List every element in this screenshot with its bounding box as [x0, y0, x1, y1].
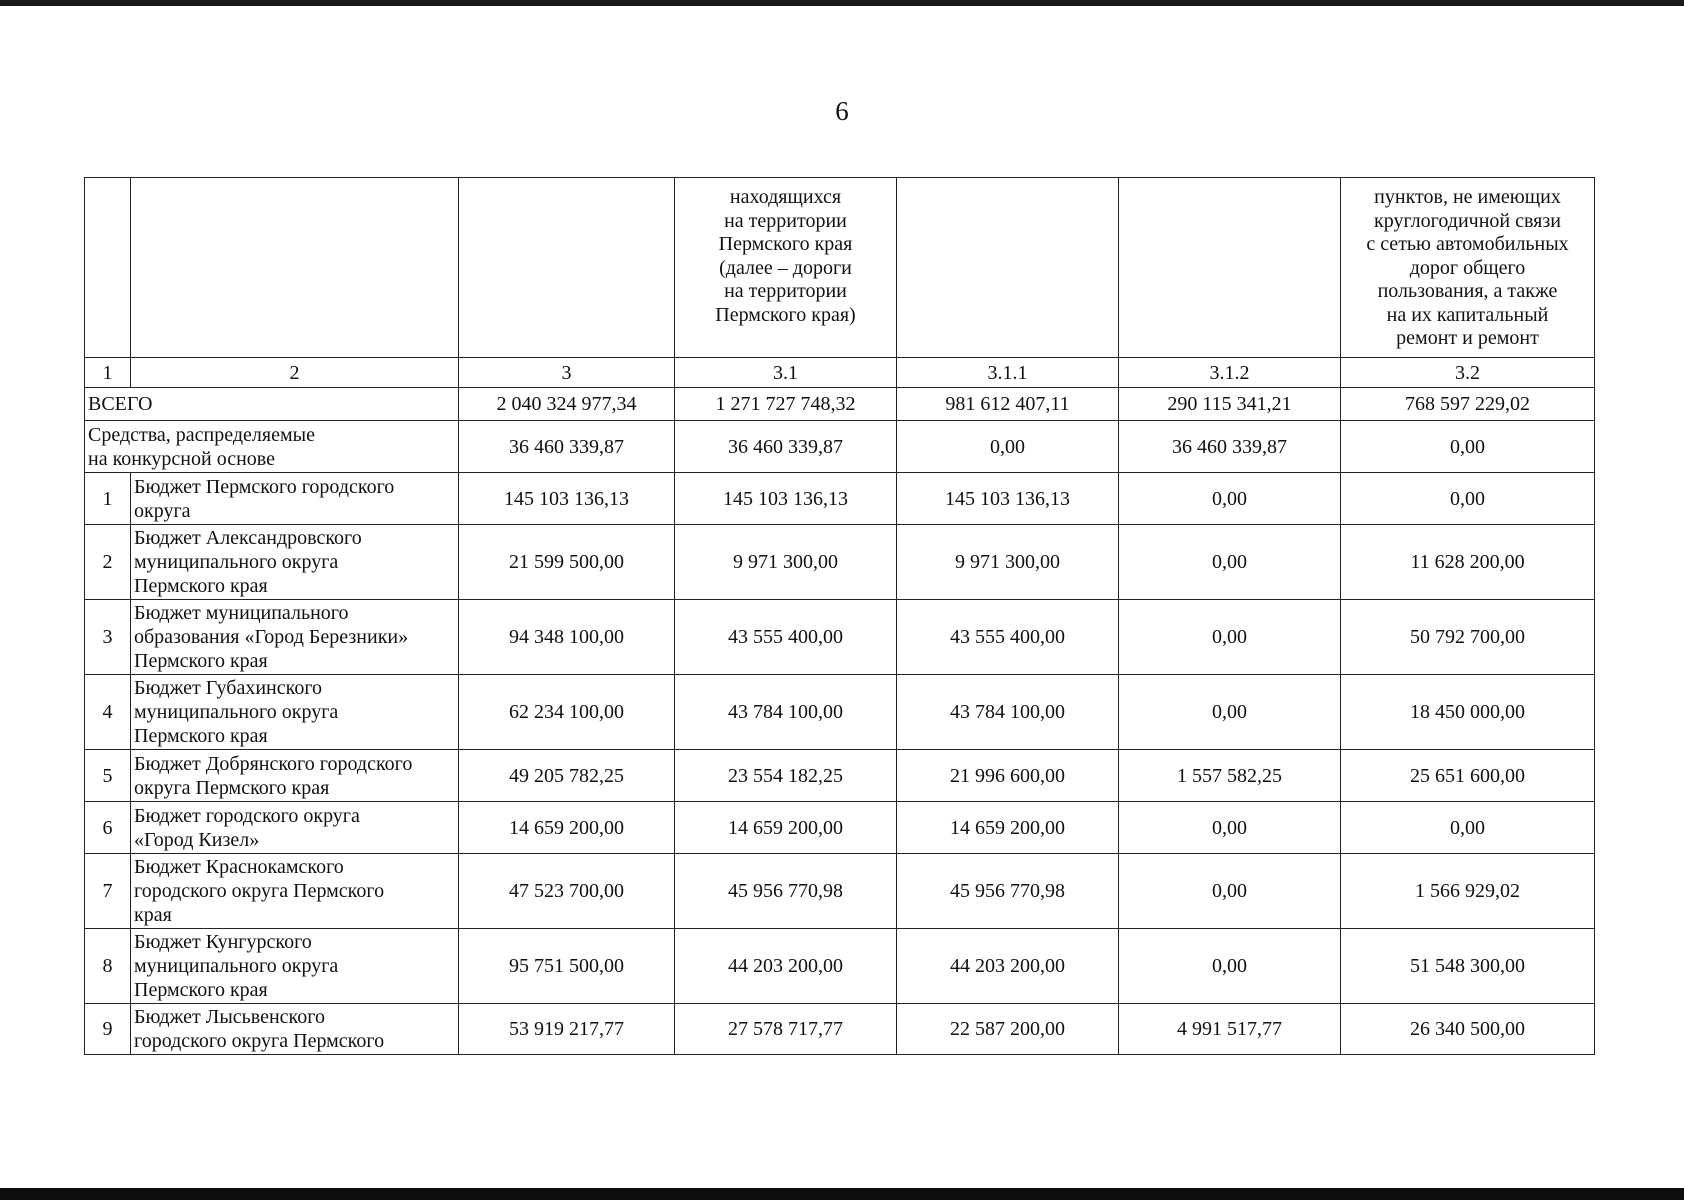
header-cell-3-1-2: [1119, 178, 1341, 358]
total-row: [85, 388, 1595, 421]
amount-cell: 26 340 500,00: [1341, 1004, 1595, 1055]
municipality-rows: [85, 473, 1595, 1055]
amount-cell: 14 659 200,00: [897, 802, 1119, 854]
header-row: [85, 178, 1595, 358]
amount-cell: 45 956 770,98: [897, 854, 1119, 929]
competitive-value: 0,00: [897, 421, 1119, 473]
amount-cell: 11 628 200,00: [1341, 525, 1595, 600]
amount-cell: 53 919 217,77: [459, 1004, 675, 1055]
amount-cell: 43 555 400,00: [675, 600, 897, 675]
amount-cell: 0,00: [1119, 600, 1341, 675]
amount-cell: 51 548 300,00: [1341, 929, 1595, 1004]
table-row: [85, 1004, 1595, 1055]
total-value: 981 612 407,11: [897, 388, 1119, 421]
table-row: [85, 750, 1595, 802]
amount-cell: 1 557 582,25: [1119, 750, 1341, 802]
amount-cell: 145 103 136,13: [675, 473, 897, 525]
row-number: 6: [85, 802, 131, 854]
competitive-value: 36 460 339,87: [1119, 421, 1341, 473]
amount-cell: 9 971 300,00: [897, 525, 1119, 600]
municipality-name: Бюджет муниципального образования «Город Березники» Пермского края: [131, 600, 459, 675]
municipality-name: Бюджет Пермского городского округа: [131, 473, 459, 525]
column-number: 3.2: [1341, 358, 1595, 388]
competitive-value: 0,00: [1341, 421, 1595, 473]
amount-cell: 145 103 136,13: [897, 473, 1119, 525]
amount-cell: 14 659 200,00: [675, 802, 897, 854]
total-value: 290 115 341,21: [1119, 388, 1341, 421]
column-number: 3.1.2: [1119, 358, 1341, 388]
amount-cell: 45 956 770,98: [675, 854, 897, 929]
municipality-name: Бюджет Добрянского городского округа Пермского края: [131, 750, 459, 802]
table-row: [85, 854, 1595, 929]
table-row: [85, 802, 1595, 854]
amount-cell: 94 348 100,00: [459, 600, 675, 675]
competitive-value: 36 460 339,87: [459, 421, 675, 473]
total-label: ВСЕГО: [85, 388, 459, 421]
page-number: 6: [835, 96, 849, 126]
amount-cell: 95 751 500,00: [459, 929, 675, 1004]
competitive-row: [85, 421, 1595, 473]
column-number: 3: [459, 358, 675, 388]
scan-edge-top: [0, 0, 1684, 6]
amount-cell: 21 599 500,00: [459, 525, 675, 600]
municipality-name: Бюджет городского округа «Город Кизел»: [131, 802, 459, 854]
municipality-name: Бюджет Лысьвенского городского округа Пермского: [131, 1004, 459, 1055]
row-number: 1: [85, 473, 131, 525]
amount-cell: 25 651 600,00: [1341, 750, 1595, 802]
header-cell-2: [131, 178, 459, 358]
amount-cell: 43 555 400,00: [897, 600, 1119, 675]
amount-cell: 44 203 200,00: [675, 929, 897, 1004]
header-cell-3-1: находящихся на территории Пермского края (далее – дороги на территории Пермского края): [675, 178, 897, 358]
table-row: [85, 675, 1595, 750]
amount-cell: 44 203 200,00: [897, 929, 1119, 1004]
header-cell-3: [459, 178, 675, 358]
amount-cell: 14 659 200,00: [459, 802, 675, 854]
row-number: 3: [85, 600, 131, 675]
column-number: 3.1: [675, 358, 897, 388]
amount-cell: 145 103 136,13: [459, 473, 675, 525]
header-cell-1: [85, 178, 131, 358]
amount-cell: 0,00: [1119, 854, 1341, 929]
scan-edge-bottom: [0, 1188, 1684, 1200]
table-row: [85, 525, 1595, 600]
amount-cell: 0,00: [1341, 802, 1595, 854]
row-number: 7: [85, 854, 131, 929]
column-number: 1: [85, 358, 131, 388]
column-number: 3.1.1: [897, 358, 1119, 388]
competitive-label: Средства, распределяемые на конкурсной основе: [85, 421, 459, 473]
amount-cell: 1 566 929,02: [1341, 854, 1595, 929]
amount-cell: 0,00: [1119, 473, 1341, 525]
row-number: 2: [85, 525, 131, 600]
amount-cell: 62 234 100,00: [459, 675, 675, 750]
amount-cell: 22 587 200,00: [897, 1004, 1119, 1055]
table-row: [85, 473, 1595, 525]
total-value: 768 597 229,02: [1341, 388, 1595, 421]
header-cell-3-2: пунктов, не имеющих круглогодичной связи с сетью автомобильных дорог общего пользования, а также на их капитальный ремонт и ремонт: [1341, 178, 1595, 358]
row-number: 5: [85, 750, 131, 802]
row-number: 8: [85, 929, 131, 1004]
municipality-name: Бюджет Александровского муниципального округа Пермского края: [131, 525, 459, 600]
amount-cell: 27 578 717,77: [675, 1004, 897, 1055]
row-number: 9: [85, 1004, 131, 1055]
header-cell-3-1-1: [897, 178, 1119, 358]
competitive-value: 36 460 339,87: [675, 421, 897, 473]
column-number: 2: [131, 358, 459, 388]
amount-cell: 23 554 182,25: [675, 750, 897, 802]
amount-cell: 43 784 100,00: [897, 675, 1119, 750]
row-number: 4: [85, 675, 131, 750]
budget-table: [84, 177, 1595, 1055]
table-row: [85, 600, 1595, 675]
amount-cell: 47 523 700,00: [459, 854, 675, 929]
total-value: 1 271 727 748,32: [675, 388, 897, 421]
amount-cell: 0,00: [1119, 929, 1341, 1004]
amount-cell: 49 205 782,25: [459, 750, 675, 802]
amount-cell: 4 991 517,77: [1119, 1004, 1341, 1055]
table-row: [85, 929, 1595, 1004]
total-value: 2 040 324 977,34: [459, 388, 675, 421]
amount-cell: 0,00: [1341, 473, 1595, 525]
municipality-name: Бюджет Краснокамского городского округа Пермского края: [131, 854, 459, 929]
amount-cell: 0,00: [1119, 525, 1341, 600]
municipality-name: Бюджет Кунгурского муниципального округа Пермского края: [131, 929, 459, 1004]
amount-cell: 50 792 700,00: [1341, 600, 1595, 675]
amount-cell: 18 450 000,00: [1341, 675, 1595, 750]
municipality-name: Бюджет Губахинского муниципального округа Пермского края: [131, 675, 459, 750]
amount-cell: 9 971 300,00: [675, 525, 897, 600]
amount-cell: 0,00: [1119, 802, 1341, 854]
column-number-row: [85, 358, 1595, 388]
amount-cell: 21 996 600,00: [897, 750, 1119, 802]
amount-cell: 0,00: [1119, 675, 1341, 750]
amount-cell: 43 784 100,00: [675, 675, 897, 750]
